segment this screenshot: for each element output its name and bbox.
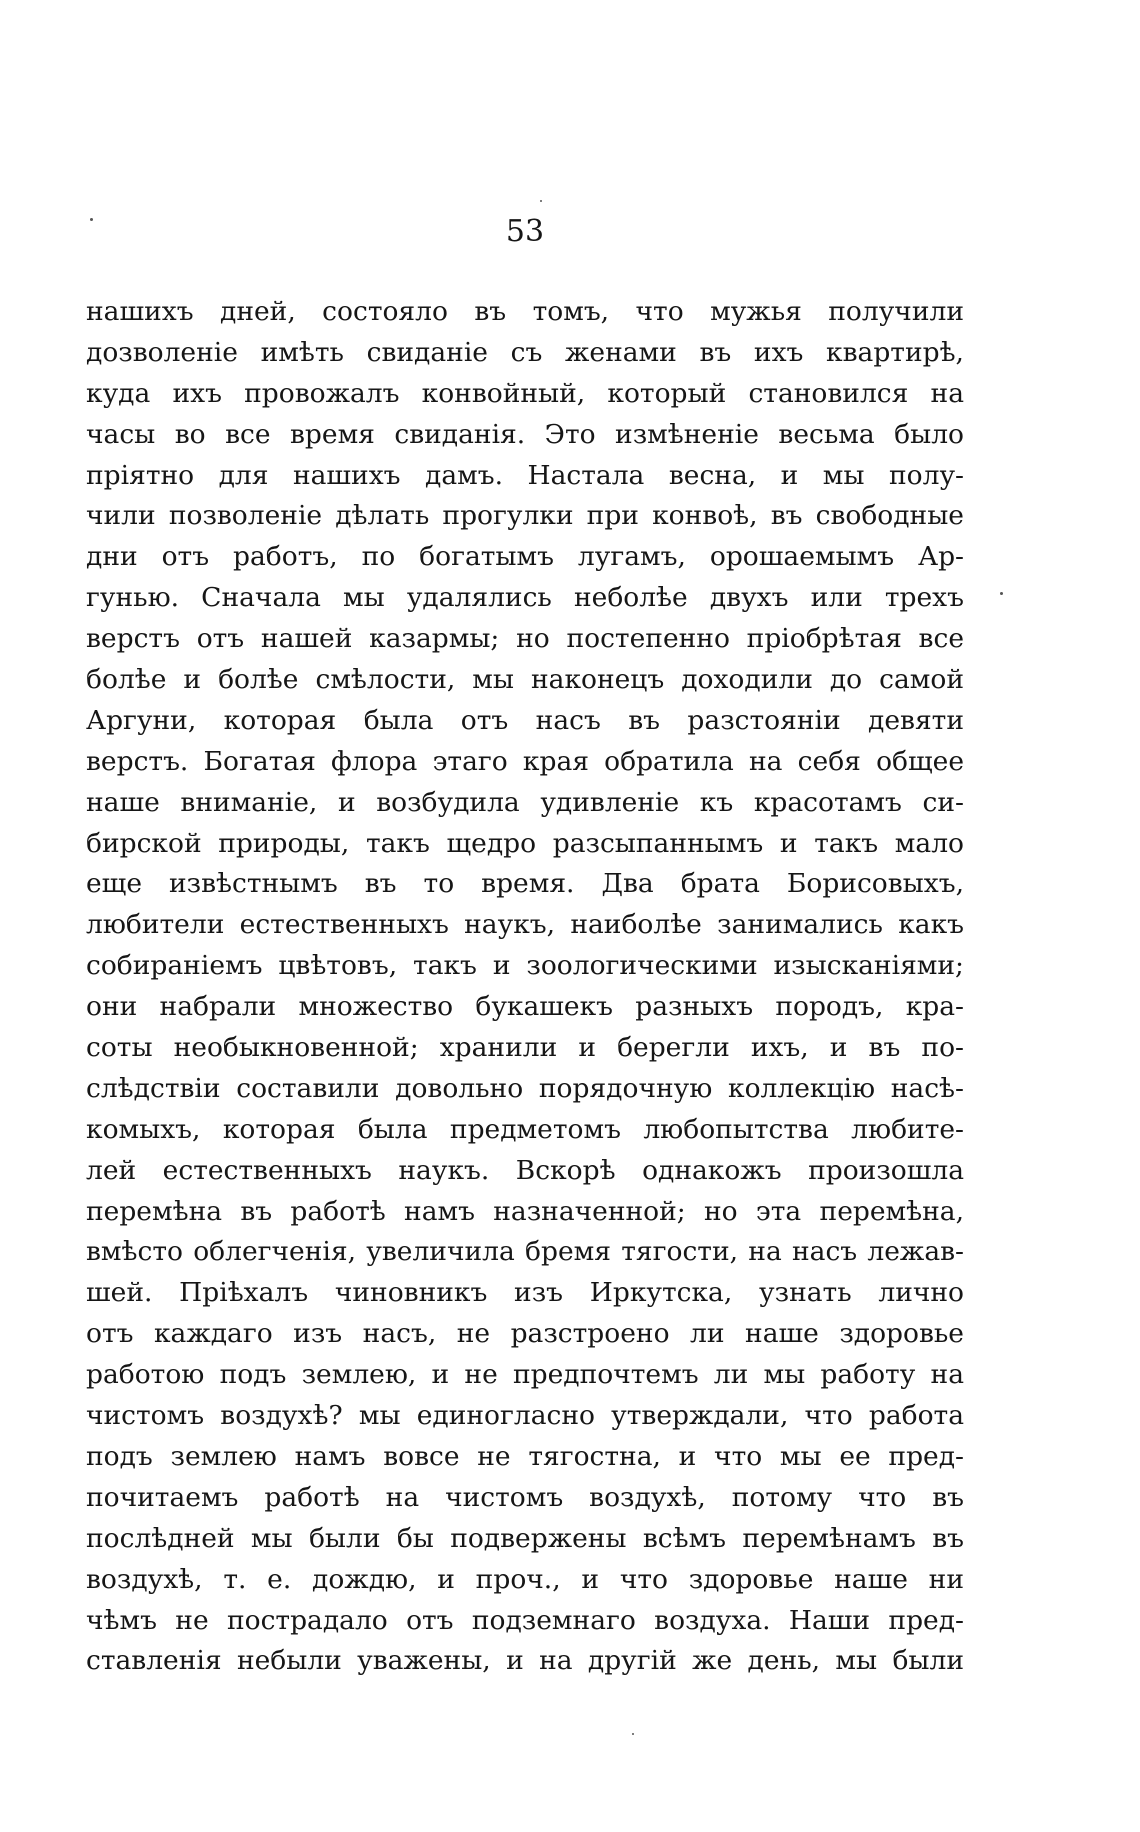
text-line: болѣе и болѣе смѣлости, мы наконецъ доходили до самой xyxy=(86,664,964,696)
text-line: лей естественныхъ наукъ. Вскорѣ однакожъ произошла xyxy=(86,1154,964,1186)
text-line: они набрали множество букашекъ разныхъ породъ, кра- xyxy=(86,991,964,1023)
text-line: чистомъ воздухѣ? мы единогласно утверждали, что работа xyxy=(86,1400,964,1432)
text-line: Аргуни, которая была отъ насъ въ разстоянiи девяти xyxy=(86,704,964,736)
text-line: дни отъ работъ, по богатымъ лугамъ, орошаемымъ Ар- xyxy=(86,541,964,573)
text-line: часы во все время свиданiя. Это измѣненiе весьма было xyxy=(86,418,964,450)
text-line: бирской природы, такъ щедро разсыпаннымъ и такъ мало xyxy=(86,827,964,859)
text-line: почитаемъ работѣ на чистомъ воздухѣ, потому что въ xyxy=(86,1481,964,1513)
text-line: верстъ. Богатая флора этаго края обратила на себя общее xyxy=(86,745,964,777)
text-line: воздухѣ, т. е. дождю, и проч., и что здоровье наше ни xyxy=(86,1563,964,1595)
text-line: верстъ отъ нашей казармы; но постепенно прiобрѣтая все xyxy=(86,623,964,655)
text-line: комыхъ, которая была предметомъ любопытства любите- xyxy=(86,1113,964,1145)
text-line: прiятно для нашихъ дамъ. Настала весна, и мы полу- xyxy=(86,459,964,491)
text-line: подъ землею намъ вовсе не тягостна, и что мы ее пред- xyxy=(86,1440,964,1472)
print-speck xyxy=(1000,592,1003,595)
text-line: работою подъ землею, и не предпочтемъ ли мы работу на xyxy=(86,1359,964,1391)
text-line: дозволенiе имѣть свиданiе съ женами въ ихъ квартирѣ, xyxy=(86,336,964,368)
print-speck xyxy=(540,200,542,202)
text-line: вмѣсто облегченiя, увеличила бремя тягости, на насъ лежав- xyxy=(86,1236,964,1268)
text-line: чѣмъ не пострадало отъ подземнаго воздуха. Наши пред- xyxy=(86,1604,964,1636)
text-line: гунью. Сначала мы удалялись неболѣе двухъ или трехъ xyxy=(86,582,964,614)
text-line: послѣдней мы были бы подвержены всѣмъ перемѣнамъ въ xyxy=(86,1522,964,1554)
print-speck xyxy=(632,1733,634,1735)
text-line: ставленiя небыли уважены, и на другiй же день, мы были xyxy=(86,1645,964,1677)
text-line: любители естественныхъ наукъ, наиболѣе занимались какъ xyxy=(86,909,964,941)
text-line: еще извѣстнымъ въ то время. Два брата Борисовыхъ, xyxy=(86,868,964,900)
text-line: нашихъ дней, состояло въ томъ, что мужья получили xyxy=(86,296,964,327)
page-number: 53 xyxy=(505,214,545,249)
text-line: куда ихъ провожалъ конвойный, который становился на xyxy=(86,377,964,409)
text-line: чили позволенiе дѣлать прогулки при конвоѣ, въ свободные xyxy=(86,500,964,532)
text-line: слѣдствiи составили довольно порядочную коллекцiю насѣ- xyxy=(86,1072,964,1104)
text-line: отъ каждаго изъ насъ, не разстроено ли наше здоровье xyxy=(86,1318,964,1350)
text-line: перемѣна въ работѣ намъ назначенной; но эта перемѣна, xyxy=(86,1195,964,1227)
text-line: соты необыкновенной; хранили и берегли ихъ, и въ по- xyxy=(86,1032,964,1064)
body-text xyxy=(86,292,964,1682)
text-line: собиранiемъ цвѣтовъ, такъ и зоологическими изысканiями; xyxy=(86,950,964,982)
text-line: шей. Прiѣхалъ чиновникъ изъ Иркутска, узнать лично xyxy=(86,1277,964,1309)
text-line: наше вниманiе, и возбудила удивленiе къ красотамъ си- xyxy=(86,786,964,818)
